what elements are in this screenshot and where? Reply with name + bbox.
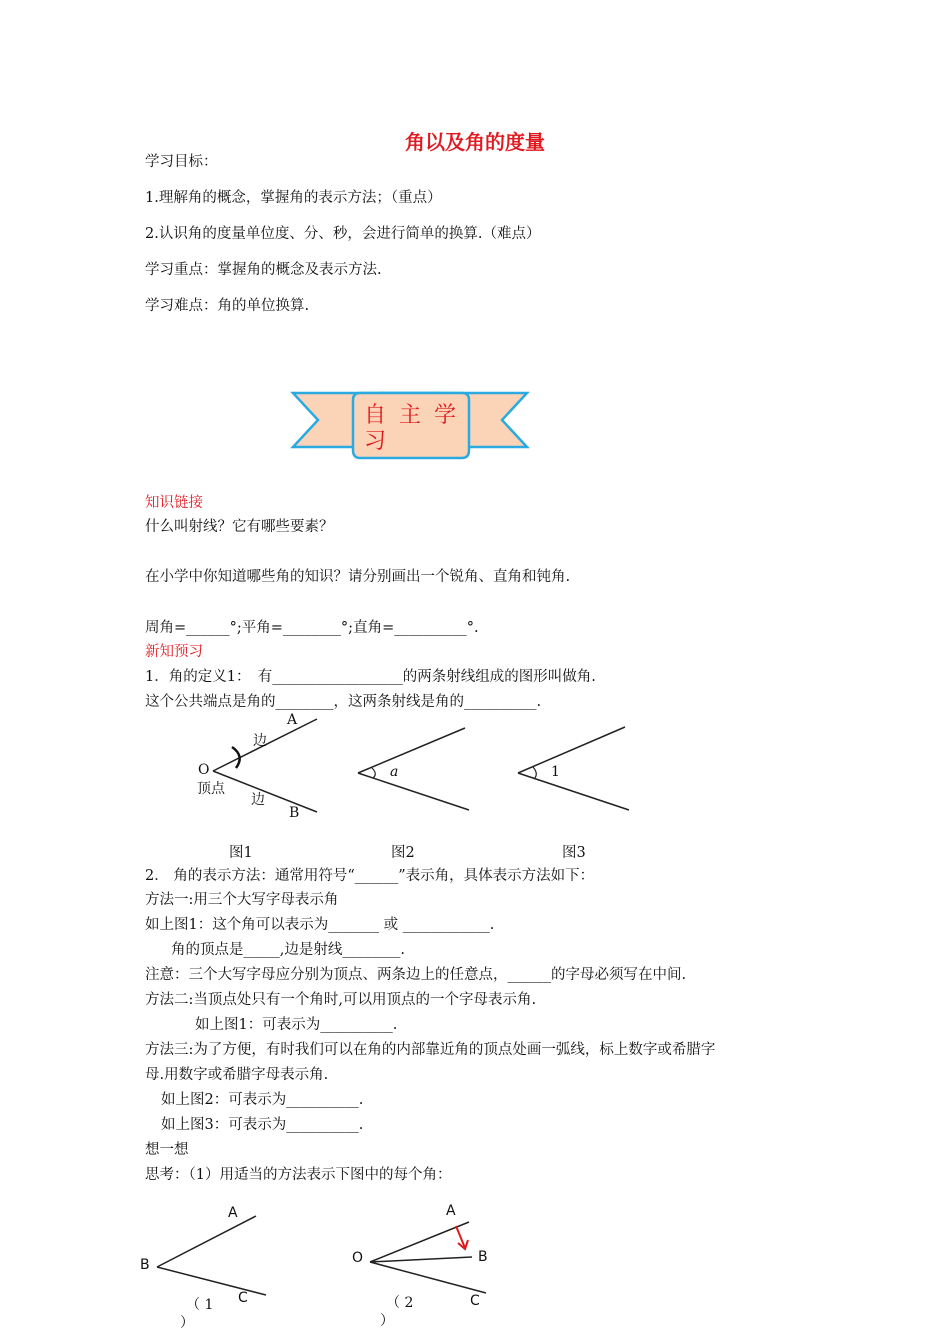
fig2-caption: 图2 — [391, 845, 415, 861]
figA-label-b: B — [140, 1257, 150, 1273]
knowledge-link-heading: 知识链接 — [145, 495, 203, 511]
note: 注意：三个大写字母应分别为顶点、两条边上的任意点，______的字母必须写在中间. — [145, 967, 687, 983]
fig1-label-b: B — [289, 805, 300, 821]
figB-label-o: O — [352, 1250, 364, 1266]
fig1-label-side1: 边 — [253, 733, 267, 749]
fig1-label-vertex: 顶点 — [197, 781, 225, 797]
objective-2: 2.认识角的度量单位度、分、秒，会进行简单的换算.（难点） — [145, 226, 541, 242]
method-three-b: 母.用数字或希腊字母表示角. — [145, 1067, 329, 1083]
fig1-label-a: A — [287, 712, 298, 728]
question-ray: 什么叫射线？它有哪些要素？ — [145, 519, 334, 535]
figA-ray-bc — [157, 1267, 266, 1295]
method-three-d: 如上图3：可表示为__________. — [161, 1117, 364, 1133]
fig1-label-o: O — [198, 762, 210, 778]
fig1-caption: 图1 — [229, 845, 253, 861]
method-one-b: 角的顶点是_____,边是射线________. — [171, 942, 405, 958]
fig3-caption: 图3 — [562, 845, 586, 861]
question-angles: 在小学中你知道哪些角的知识？请分别画出一个锐角、直角和钝角. — [145, 569, 571, 585]
angle-definition-2: 这个公共端点是角的________，这两条射线是角的__________. — [145, 694, 542, 710]
figB-caption-close: ） — [380, 1313, 394, 1329]
figB-caption: （ 2 — [386, 1295, 414, 1311]
figA-label-c: C — [238, 1290, 248, 1306]
figA-label-a: A — [228, 1205, 238, 1221]
difficulty: 学习难点：角的单位换算. — [145, 298, 310, 314]
figA-caption: （ 1 — [186, 1297, 214, 1313]
method-intro: 2． 角的表示方法：通常用符号“______”表示角，具体表示方法如下： — [145, 868, 595, 884]
method-one: 方法一:用三个大写字母表示角 — [145, 892, 339, 908]
figB-ray-ob — [370, 1257, 472, 1262]
think-heading: 想一想 — [145, 1142, 189, 1158]
objectives-heading: 学习目标： — [145, 154, 218, 170]
fig1-label-side2: 边 — [251, 792, 265, 808]
method-one-a: 如上图1：这个角可以表示为_______ 或 ____________. — [145, 917, 495, 933]
objective-1: 1.理解角的概念，掌握角的表示方法；（重点） — [145, 190, 442, 206]
figB-label-b: B — [478, 1249, 488, 1265]
preview-heading: 新知预习 — [145, 644, 203, 660]
page-title: 角以及角的度量 — [405, 130, 545, 154]
question-degrees: 周角=______°;平角=________°;直角=__________°. — [145, 620, 479, 636]
figB-label-c: C — [470, 1293, 480, 1309]
key-point: 学习重点：掌握角的概念及表示方法. — [145, 262, 382, 278]
figB-ray-oa — [370, 1222, 469, 1262]
angle-definition: 1．角的定义1： 有__________________的两条射线组成的图形叫做角. — [145, 669, 596, 685]
figB-red-arrow-icon — [456, 1226, 468, 1249]
banner-text: 自 主 学 习 — [364, 403, 459, 454]
figB-ray-oc — [370, 1262, 486, 1293]
figA-ray-ba — [157, 1216, 256, 1267]
figA-caption-close: ） — [180, 1315, 194, 1331]
figB-label-a: A — [446, 1203, 456, 1219]
method-two: 方法二:当顶点处只有一个角时,可以用顶点的一个字母表示角. — [145, 992, 537, 1008]
method-three: 方法三:为了方便，有时我们可以在角的内部靠近角的顶点处画一弧线，标上数字或希腊字 — [145, 1042, 716, 1058]
fig2-label-a: a — [390, 764, 399, 780]
method-two-a: 如上图1：可表示为__________. — [195, 1017, 398, 1033]
think-question: 思考：（1）用适当的方法表示下图中的每个角： — [145, 1167, 452, 1183]
method-three-c: 如上图2：可表示为__________. — [161, 1092, 364, 1108]
fig3-label-1: 1 — [551, 764, 560, 780]
